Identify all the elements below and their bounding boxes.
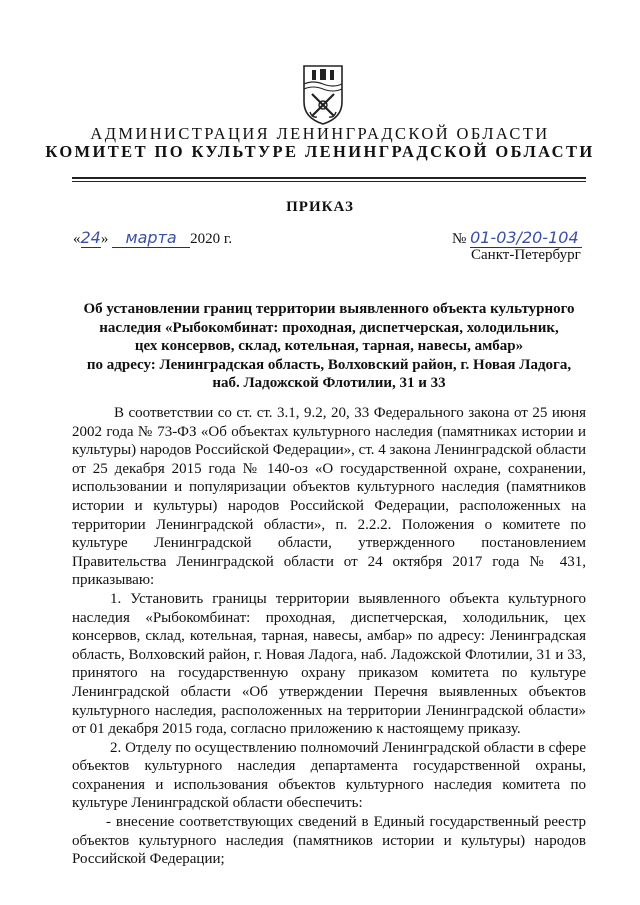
document-title: ПРИКАЗ: [286, 199, 354, 215]
heading-line: цех консервов, склад, котельная, тарная, навесы, амбар»: [134, 338, 524, 354]
date-close-quote: »: [100, 231, 109, 247]
heading-line: по адресу: Ленинградская область, Волховский район, г. Новая Ладога,: [86, 356, 572, 373]
header-divider: [72, 177, 586, 179]
order-heading: [72, 300, 586, 393]
date-day: 24: [80, 228, 101, 247]
document-city: Санкт-Петербург: [471, 247, 581, 263]
header-divider-thin: [72, 181, 586, 182]
document-date: [73, 228, 232, 248]
clause-2-paragraph: 2. Отделу по осуществлению полномочий Ленинградской области в сфере объектов культурного наследия департамента государственной охраны, сохранения и использования объектов культурного наследия комитета по культуре Ленинградской области обеспечить:: [72, 739, 586, 812]
committee-name: КОМИТЕТ ПО КУЛЬТУРЕ ЛЕНИНГРАДСКОЙ ОБЛАСТИ: [45, 142, 595, 161]
clause-2-item-paragraph: - внесение соответствующих сведений в Единый государственный реестр объектов культурного наследия (памятников истории и культуры) народов Российской Федерации;: [72, 814, 586, 868]
clause-1-paragraph: 1. Установить границы территории выявленного объекта культурного наследия «Рыбокомбинат: проходная, диспетчерская, холодильник, цех консервов, склад, котельная, тарная, навесы, амбар» по адресу: Ленинградская область, Волховский район, г. Новая Ладога, наб. Ладожской Флотилии, 31 и 33, принятого на государственную охрану приказом комитета по культуре Ленинградской области «Об утверждении Перечня выявленных объектов культурного наследия, расположенных на территории Ленинградской области» от 01 декабря 2015 года, согласно приложению к настоящему приказу.: [72, 590, 586, 738]
document-number: [452, 228, 582, 248]
date-year: 2020 г.: [190, 231, 233, 247]
date-month: марта: [112, 228, 190, 248]
number-prefix: №: [452, 231, 467, 247]
order-body: [72, 404, 586, 869]
number-value: 01-03/20-104: [470, 228, 582, 248]
heading-line: наб. Ладожской Флотилии, 31 и 33: [212, 375, 446, 391]
date-open-quote: «: [73, 231, 81, 247]
organization-name: АДМИНИСТРАЦИЯ ЛЕНИНГРАДСКОЙ ОБЛАСТИ: [90, 124, 550, 143]
heading-line: наследия «Рыбокомбинат: проходная, диспетчерская, холодильник,: [99, 319, 559, 336]
heading-line: Об установлении границ территории выявленного объекта культурного: [83, 301, 575, 317]
coat-of-arms-emblem: [300, 62, 346, 126]
preamble-paragraph: В соответствии со ст. ст. 3.1, 9.2, 20, 33 Федерального закона от 25 июня 2002 года № 73-ФЗ «Об объектах культурного наследия (памятниках истории и культуры) народов Российской Федерации», ст. 4 закона Ленинградской области от 25 декабря 2015 года № 140-оз «О государственной охране, сохранении, использовании и популяризации объектов культурного наследия (памятников истории и культуры) народов Российской Федерации, расположенных на территории Ленинградской области», п. 2.2.2. Положения о комитете по культуре Ленинградской области, утвержденного постановлением Правительства Ленинградской области от 24 октября 2017 года № 431, приказываю:: [72, 405, 586, 589]
